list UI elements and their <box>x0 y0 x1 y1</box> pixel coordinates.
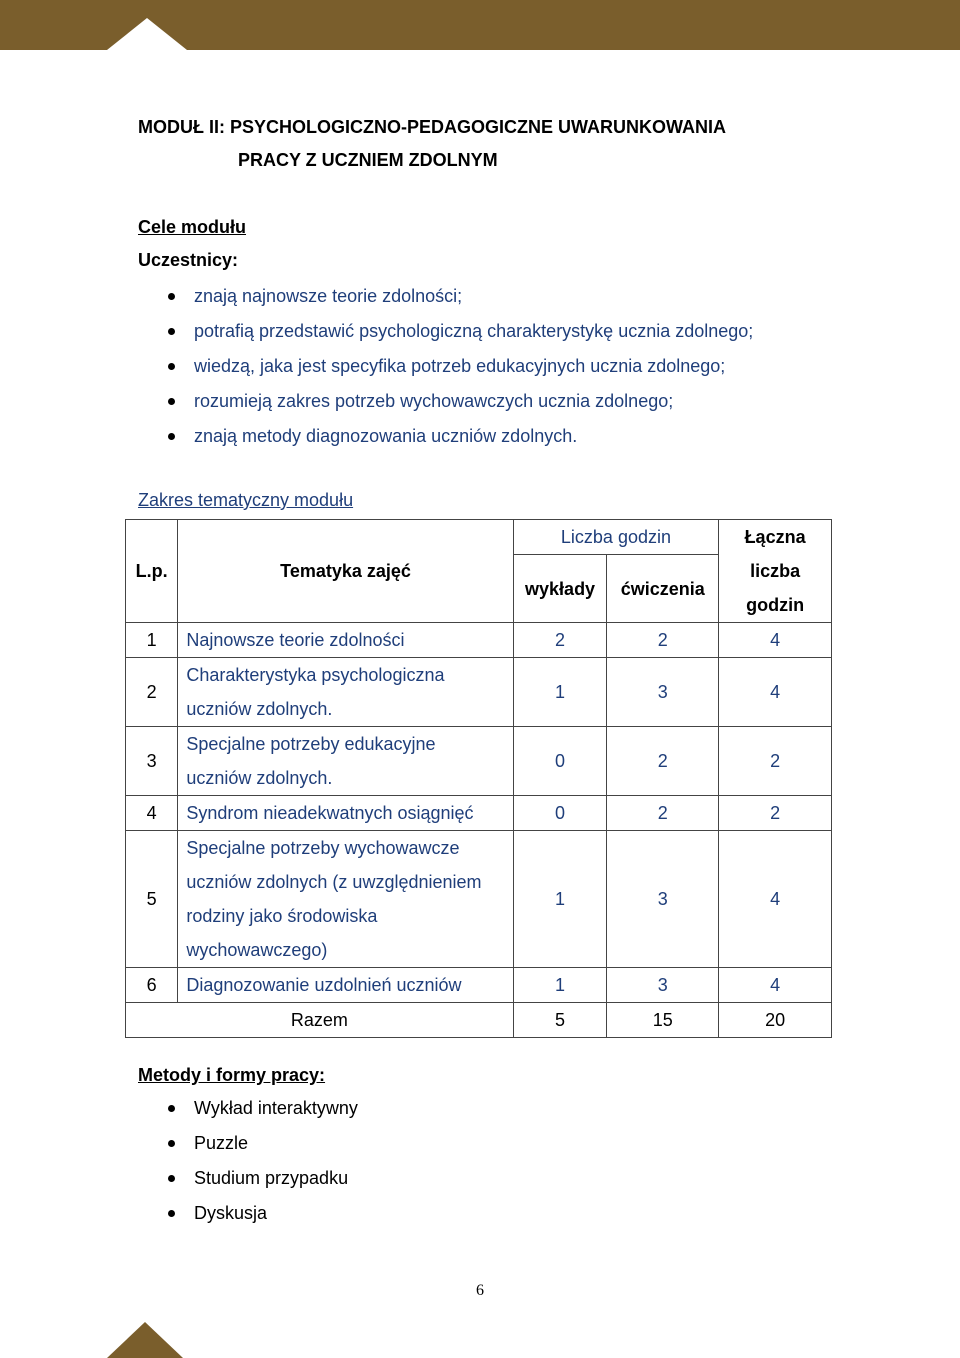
table-sum-row: Razem 5 15 20 <box>126 1003 832 1038</box>
bullet-icon <box>168 1105 175 1112</box>
list-item: rozumieją zakres potrzeb wychowawczych ucznia zdolnego; <box>138 384 753 419</box>
bullet-icon <box>168 293 175 300</box>
list-item: Wykład interaktywny <box>138 1091 358 1126</box>
bullet-icon <box>168 1175 175 1182</box>
bullet-icon <box>168 363 175 370</box>
table-row: 4 Syndrom nieadekwatnych osiągnięć 0 2 2 <box>126 796 832 831</box>
table-row: 6 Diagnozowanie uzdolnień uczniów 1 3 4 <box>126 968 832 1003</box>
table-row: 3 Specjalne potrzeby edukacyjne uczniów zdolnych. 0 2 2 <box>126 727 832 796</box>
module-title-line1: MODUŁ II: PSYCHOLOGICZNO-PEDAGOGICZNE UWARUNKOWANIA <box>138 117 726 137</box>
participants-label: Uczestnicy: <box>138 250 239 270</box>
bullet-icon <box>168 1140 175 1147</box>
table-row: 1 Najnowsze teorie zdolności 2 2 4 <box>126 623 832 658</box>
bottom-decorative-triangle <box>107 1322 183 1358</box>
bullet-icon <box>168 328 175 335</box>
top-notch-shape <box>107 18 187 50</box>
module-title-line2: PRACY Z UCZNIEM ZDOLNYM <box>238 150 498 170</box>
list-item: Studium przypadku <box>138 1161 358 1196</box>
page-number: 6 <box>476 1282 484 1299</box>
goals-list <box>138 279 753 454</box>
methods-list <box>138 1091 358 1231</box>
list-item: potrafią przedstawić psychologiczną charakterystykę ucznia zdolnego; <box>138 314 753 349</box>
goals-title: Cele modułu <box>138 217 247 237</box>
list-item: wiedzą, jaka jest specyfika potrzeb edukacyjnych ucznia zdolnego; <box>138 349 753 384</box>
scope-title: Zakres tematyczny modułu <box>138 490 354 510</box>
list-item: Dyskusja <box>138 1196 358 1231</box>
header-lp: L.p. <box>126 520 178 623</box>
bullet-icon <box>168 1210 175 1217</box>
header-hours: Liczba godzin <box>513 520 718 555</box>
bullet-icon <box>168 433 175 440</box>
header-exercises: ćwiczenia <box>607 555 719 623</box>
header-lectures: wykłady <box>513 555 607 623</box>
header-total: Łączna liczba godzin <box>719 520 832 623</box>
table-row: 2 Charakterystyka psychologiczna uczniów zdolnych. 1 3 4 <box>126 658 832 727</box>
list-item: znają najnowsze teorie zdolności; <box>138 279 753 314</box>
methods-title: Metody i formy pracy: <box>138 1065 326 1085</box>
list-item: znają metody diagnozowania uczniów zdolnych. <box>138 419 753 454</box>
table-row: 5 Specjalne potrzeby wychowawcze uczniów zdolnych (z uwzględnieniem rodziny jako środowiska wychowawczego) 1 3 4 <box>126 831 832 968</box>
bullet-icon <box>168 398 175 405</box>
list-item: Puzzle <box>138 1126 358 1161</box>
header-topic: Tematyka zajęć <box>178 520 513 623</box>
topics-table <box>125 519 832 1038</box>
